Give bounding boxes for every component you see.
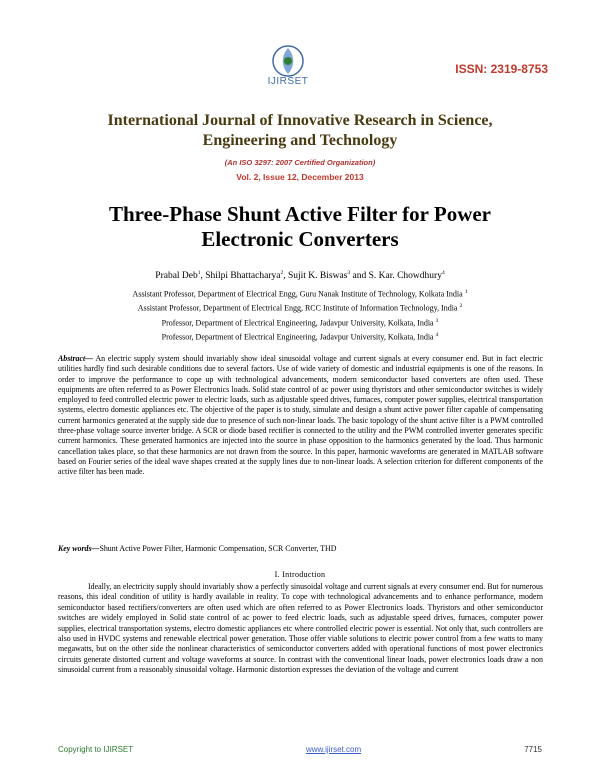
affiliation: Professor, Department of Electrical Engineering, Jadavpur University, Kolkata, India $^4$ <box>161 332 439 342</box>
keywords-text: Shunt Active Power Filter, Harmonic Compensation, SCR Converter, THD <box>99 544 337 553</box>
abstract <box>58 354 543 478</box>
author: S. Kar. Chowdhury <box>368 271 442 282</box>
footer-url-link[interactable]: www.ijirset.com <box>306 745 362 754</box>
keywords-label: Key words— <box>58 544 100 553</box>
paper-title-line2: Electronic Converters <box>201 227 399 251</box>
paper-title <box>0 202 600 252</box>
author-sup: 2 <box>280 270 284 276</box>
paper-title-line1: Three-Phase Shunt Active Filter for Power <box>108 202 492 226</box>
author: Shilpi Bhattacharya <box>205 271 281 282</box>
logo-text: IJIRSET <box>267 76 309 87</box>
journal-title-line2: Engineering and Technology <box>202 132 398 149</box>
author: Sujit K. Biswas <box>287 271 348 282</box>
affiliation: Assistant Professor, Department of Electrical Engg, Guru Nanak Institute of Technology, Kolkata India $^1$ <box>132 289 468 299</box>
affiliation: Assistant Professor, Department of Electrical Engg, RCC Institute of Information Technology, India $^2$ <box>137 303 463 313</box>
author-sup: 3 <box>347 270 351 276</box>
author-sup: 4 <box>441 270 445 276</box>
footer-copyright: Copyright to IJIRSET <box>58 745 134 754</box>
abstract-text: An electric supply system should invariably show ideal sinusoidal voltage and current signals at every consumer end. But in fact electric utilities hardly find such desirable conditions due to several factors. Use of wide variety of domestic and industrial equipments is one of the reasons. In order to improve the performance to cope up with technological advancements, modern semiconductor based converters are often used. These equipments are often referred to as Power Electronics loads. Solid state control of ac power using thyristors and other semiconductor switches is widely employed to feed controlled electric power to electric loads, such as adjustable speed drives, furnaces, computer power supplies, electrical transportation systems, electro domestic appliances etc. The objective of the paper is to study, simulate and design a shunt active power filter capable of compensating current harmonics generated at the supply side due to presence of such non-linear loads. The basic topology of the shunt active filter is a PWM controlled three-phase voltage source inverter bridge. A SCR or diode based rectifier is connected to the utility and the PWM controlled inverter generates specific current harmonics. These generated harmonics are injected into the source in phase opposition to the harmonics generated by the load. Thus harmonic cancellation takes place, so that these harmonics are not drawn from the source. In this paper, harmonic waveforms are generated in MATLAB software based on Fourier series of the ideal wave shapes created at the supply lines due to non-linear loads. A selection criterion for different components of the active filter has been made. <box>58 354 543 477</box>
journal-title-line1: International Journal of Innovative Research in Science, <box>107 112 493 129</box>
issn: ISSN: 2319-8753 <box>455 62 548 76</box>
page-number: 7715 <box>524 745 542 754</box>
logo-emblem-icon <box>271 44 305 78</box>
affiliation: Professor, Department of Electrical Engineering, Jadavpur University, Kolkata, India $^3$ <box>161 318 439 328</box>
journal-logo <box>258 44 318 94</box>
section-heading: I. Introduction <box>274 570 326 579</box>
abstract-label: Abstract— <box>58 354 94 363</box>
intro-paragraph: Ideally, an electricity supply should invariably show a perfectly sinusoidal voltage and current signals at every consumer end. But for numerous reasons, this ideal condition of utility is hardly available in reality. To cope with technological advancements and to enhance performance, modern semiconductor based rectifiers/converters are often used which are often referred to as Power Electronics loads. Thyristors and other semiconductor switches are widely employed in Solid state control of ac power to feed electric loads, such as adjustable speed drives, furnaces, computer power supplies, electrical transportation systems, electro domestic appliances etc where controlled electric power is essential. Not only that, such controllers are also used in HVDC systems and renewable electrical power generation. Those offer viable solutions to electric power control from a few watts to many megawatts, but on the other side the nonlinear characteristics of semiconductor converters added with operational functions of most power electronics circuits generate distorted current and voltage waveforms at source. In contrast with the conventional linear loads, power electronics loads draw a non sinusoidal current from a reasonably sinusoidal voltage. Harmonic distortion expresses the deviation of the voltage and current <box>58 582 543 675</box>
volume-issue: Vol. 2, Issue 12, December 2013 <box>236 172 364 182</box>
keywords <box>58 544 543 553</box>
author: Prabal Deb <box>155 271 198 282</box>
iso-certification: (An ISO 3297: 2007 Certified Organization) <box>224 158 376 167</box>
author-sup: 1 <box>197 270 201 276</box>
author-list: Prabal Deb$^1$, Shilpi Bhattacharya$^2$, Sujit K. Biswas$^3$ and S. Kar. Chowdhury$^4$ <box>155 270 445 282</box>
